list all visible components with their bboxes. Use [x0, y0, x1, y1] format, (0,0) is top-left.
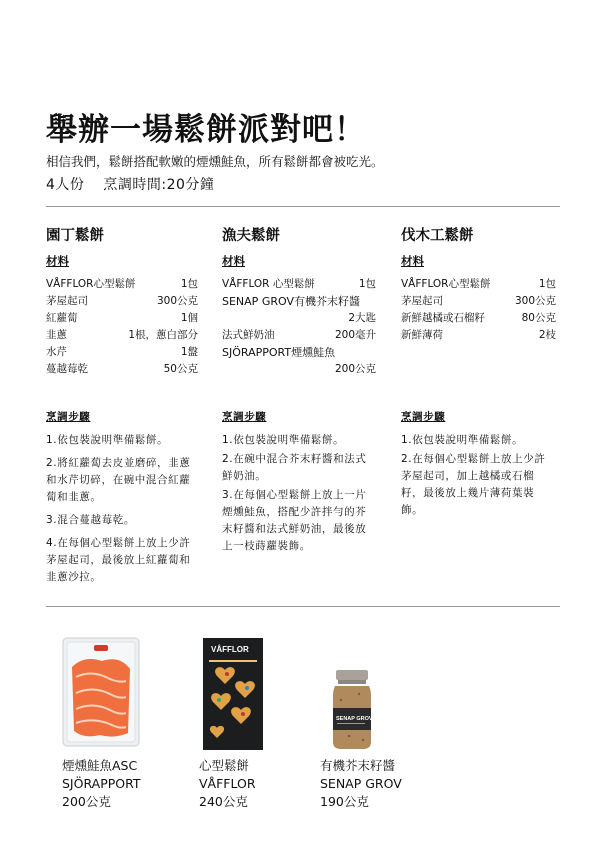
ingredient-row: 紅蘿蔔 1個	[46, 312, 198, 324]
ingredient-row: VÅFFLOR心型鬆餅 1包	[46, 278, 198, 290]
recipe-fisherman	[222, 224, 376, 378]
ingredient-row: 法式鮮奶油 200毫升	[222, 329, 376, 341]
ingredient-row: 新鮮薄荷 2枝	[401, 329, 556, 341]
step-item: 2.將紅蘿蔔去皮並磨碎，韭蔥和水芹切碎，在碗中混合紅蘿蔔和韭蔥。	[46, 457, 191, 503]
steps-heading: 烹調步驟	[222, 411, 267, 423]
steps-lumberjack	[401, 409, 556, 525]
ingredients-heading: 材料	[222, 254, 245, 268]
recipe-lumberjack	[401, 224, 556, 344]
recipe-gardener	[46, 224, 198, 378]
product-brand: VÅFFLOR	[199, 776, 256, 791]
product-weight: 240公克	[199, 794, 248, 809]
product-name: 煙燻鮭魚ASC	[62, 758, 138, 773]
waffle-package-image	[203, 638, 263, 750]
step-item: 3.在每個心型鬆餅上放上一片煙燻鮭魚，搭配少許拌勻的芥末籽醬和法式鮮奶油，最後放上一枝蒔蘿裝飾。	[222, 489, 367, 552]
ingredient-row: VÅFFLOR 心型鬆餅 1包	[222, 278, 376, 290]
ingredient-row: 蔓越莓乾 50公克	[46, 363, 198, 375]
ingredient-row: SJÖRAPPORT煙燻鮭魚	[222, 346, 336, 359]
steps-gardener	[46, 409, 198, 592]
divider-bottom	[46, 606, 560, 607]
page-title: 舉辦一場鬆餅派對吧！	[46, 112, 366, 148]
step-item: 1.依包裝說明準備鬆餅。	[222, 434, 345, 446]
intro-text: 相信我們，鬆餅搭配軟嫩的煙燻鮭魚，所有鬆餅都會被吃光。	[46, 154, 384, 169]
product-name: 心型鬆餅	[199, 758, 250, 773]
product-brand: SENAP GROV	[320, 776, 402, 791]
recipe-meta	[46, 174, 228, 194]
product-weight: 190公克	[320, 794, 369, 809]
step-item: 1.依包裝說明準備鬆餅。	[46, 434, 169, 446]
ingredient-row: 新鮮越橘或石榴籽 80公克	[401, 312, 556, 324]
product-name: 有機芥末籽醬	[320, 758, 396, 773]
ingredients-heading: 材料	[401, 254, 424, 268]
product-mustard	[320, 757, 402, 811]
step-item: 4.在每個心型鬆餅上放上少許茅屋起司，最後放上紅蘿蔔和韭蔥沙拉。	[46, 537, 191, 583]
product-brand: SJÖRAPPORT	[62, 776, 141, 791]
product-salmon	[62, 757, 141, 811]
ingredient-row: 韭蔥 1根，蔥白部分	[46, 329, 198, 341]
product-waffle	[199, 757, 256, 811]
ingredient-row: 茅屋起司 300公克	[401, 295, 556, 307]
ingredient-row: 200公克	[334, 363, 376, 375]
recipe-title: 園丁鬆餅	[46, 228, 104, 244]
step-item: 3.混合蔓越莓乾。	[46, 514, 135, 526]
ingredients-list	[222, 276, 376, 378]
ingredient-row: VÅFFLOR心型鬆餅 1包	[401, 278, 556, 290]
ingredient-row: 2大匙	[348, 312, 376, 324]
product-weight: 200公克	[62, 794, 111, 809]
steps-heading: 烹調步驟	[401, 411, 446, 423]
ingredient-row: 水芹 1盤	[46, 346, 198, 358]
steps-fisherman	[222, 409, 376, 561]
divider-top	[46, 206, 560, 207]
mustard-brand-text: SENAP GROV	[336, 716, 373, 722]
ingredients-list	[46, 276, 198, 378]
smoked-salmon-package-image	[62, 637, 140, 747]
waffle-brand-text: VÅFFLOR	[211, 645, 249, 654]
cook-time: 烹調時間:20分鐘	[103, 177, 215, 193]
ingredient-row: SENAP GROV有機芥末籽醬	[222, 295, 360, 308]
servings: 4人份	[46, 177, 85, 193]
ingredient-row: 茅屋起司 300公克	[46, 295, 198, 307]
steps-heading: 烹調步驟	[46, 411, 91, 423]
mustard-jar-image	[329, 670, 375, 750]
step-item: 1.依包裝說明準備鬆餅。	[401, 434, 524, 446]
recipe-title: 伐木工鬆餅	[401, 228, 474, 244]
step-item: 2.在碗中混合芥末籽醬和法式鮮奶油。	[222, 453, 367, 482]
step-item: 2.在每個心型鬆餅上放上少許茅屋起司，加上越橘或石榴籽，最後放上幾片薄荷葉裝飾。	[401, 453, 546, 516]
recipe-title: 漁夫鬆餅	[222, 228, 280, 244]
ingredients-heading: 材料	[46, 254, 69, 268]
ingredients-list	[401, 276, 556, 344]
